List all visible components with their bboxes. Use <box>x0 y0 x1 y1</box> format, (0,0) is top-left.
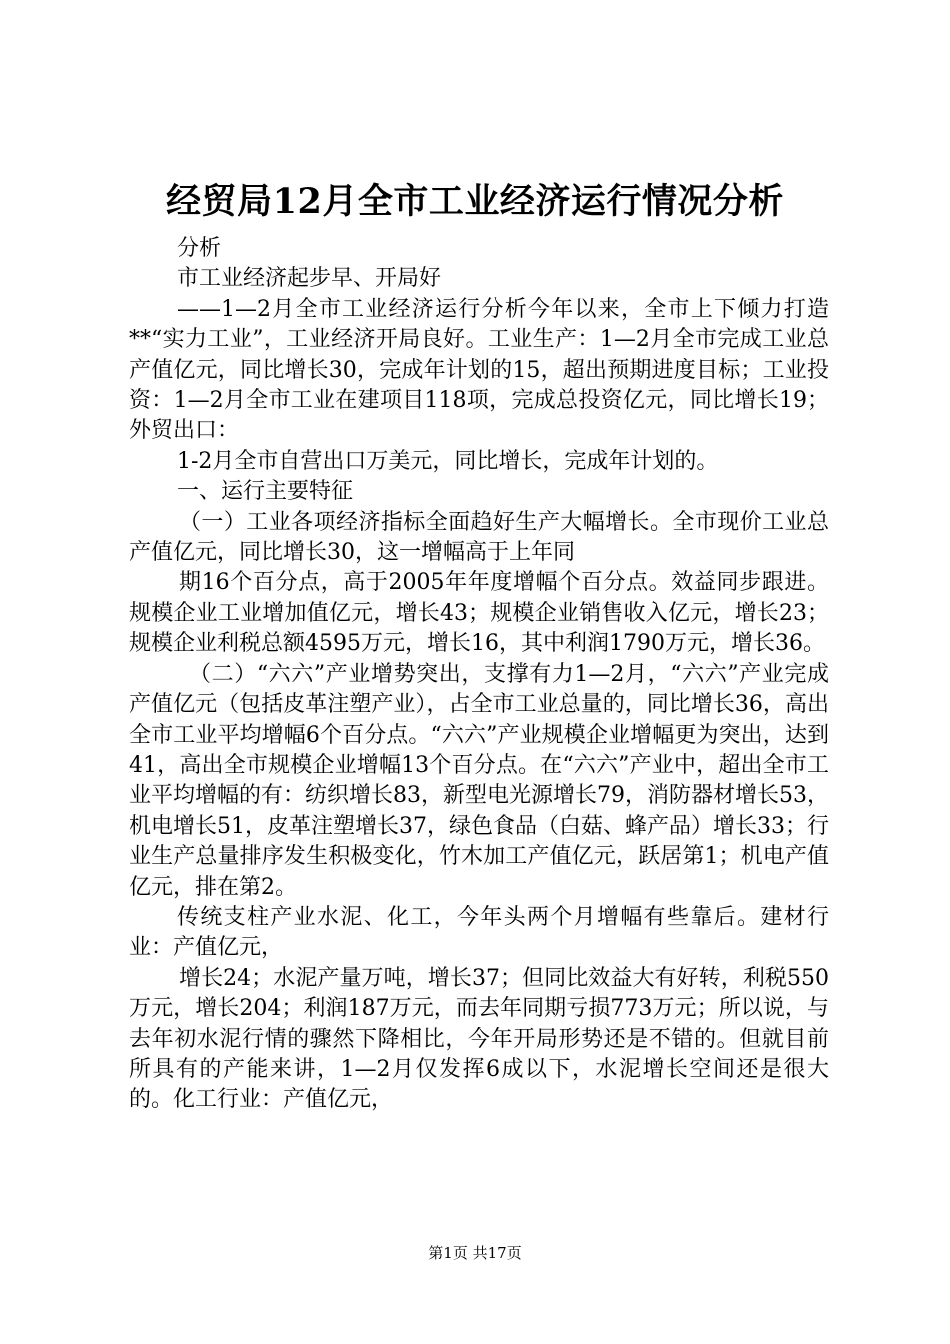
paragraph-section-1: （一）工业各项经济指标全面趋好生产大幅增长。全市现价工业总产值亿元，同比增长30，这一增幅高于上年同 <box>129 509 829 566</box>
paragraph-traditional-industry: 传统支柱产业水泥、化工，今年头两个月增幅有些靠后。建材行业：产值亿元， <box>129 904 829 961</box>
paragraph-analysis: 分析 <box>177 236 222 261</box>
paragraph-export: 1-2月全市自营出口万美元，同比增长，完成年计划的。 <box>177 448 719 474</box>
paragraph-cement: 增长24；水泥产量万吨，增长37；但同比效益大有好转，利税550万元，增长204；利润187万元，而去年同期亏损773万元；所以说，与去年初水泥行情的骤然下降相比，今年开局形势还是不错的。但就目前所具有的产能来讲，1—2月仅发挥6成以下，水泥增长空间还是很大的。化工行业：产值亿元， <box>129 965 829 1113</box>
page-number: 第1页 共17页 <box>428 1244 522 1262</box>
paragraph-subtitle: 市工业经济起步早、开局好 <box>177 266 442 292</box>
paragraph-section-1-cont: 期16个百分点，高于2005年年度增幅个百分点。效益同步跟进。规模企业工业增加值亿元，增长43；规模企业销售收入亿元，增长23；规模企业利税总额4595万元，增长16，其中利润1790万元，增长36。 <box>129 570 829 657</box>
section-heading: 一、运行主要特征 <box>177 479 354 505</box>
document-title: 经贸局12月全市工业经济运行情况分析 <box>166 181 784 222</box>
document-body <box>129 234 829 1116</box>
paragraph-intro: ——1—2月全市工业经济运行分析今年以来，全市上下倾力打造**“实力工业”，工业经济开局良好。工业生产：1—2月全市完成工业总产值亿元，同比增长30，完成年计划的15，超出预期进度目标；工业投资：1—2月全市工业在建项目118项，完成总投资亿元，同比增长19；外贸出口： <box>129 296 829 444</box>
paragraph-section-2: （二）“六六”产业增势突出，支撑有力1—2月，“六六”产业完成产值亿元（包括皮革注塑产业），占全市工业总量的，同比增长36，高出全市工业平均增幅6个百分点。“六六”产业规模企业增幅更为突出，达到41，高出全市规模企业增幅13个百分点。在“六六”产业中，超出全市工业平均增幅的有：纺织增长83，新型电光源增长79，消防器材增长53，机电增长51，皮革注塑增长37，绿色食品（白菇、蜂产品）增长33；行业生产总量排序发生积极变化，竹木加工产值亿元，跃居第1；机电产值亿元，排在第2。 <box>129 661 829 900</box>
